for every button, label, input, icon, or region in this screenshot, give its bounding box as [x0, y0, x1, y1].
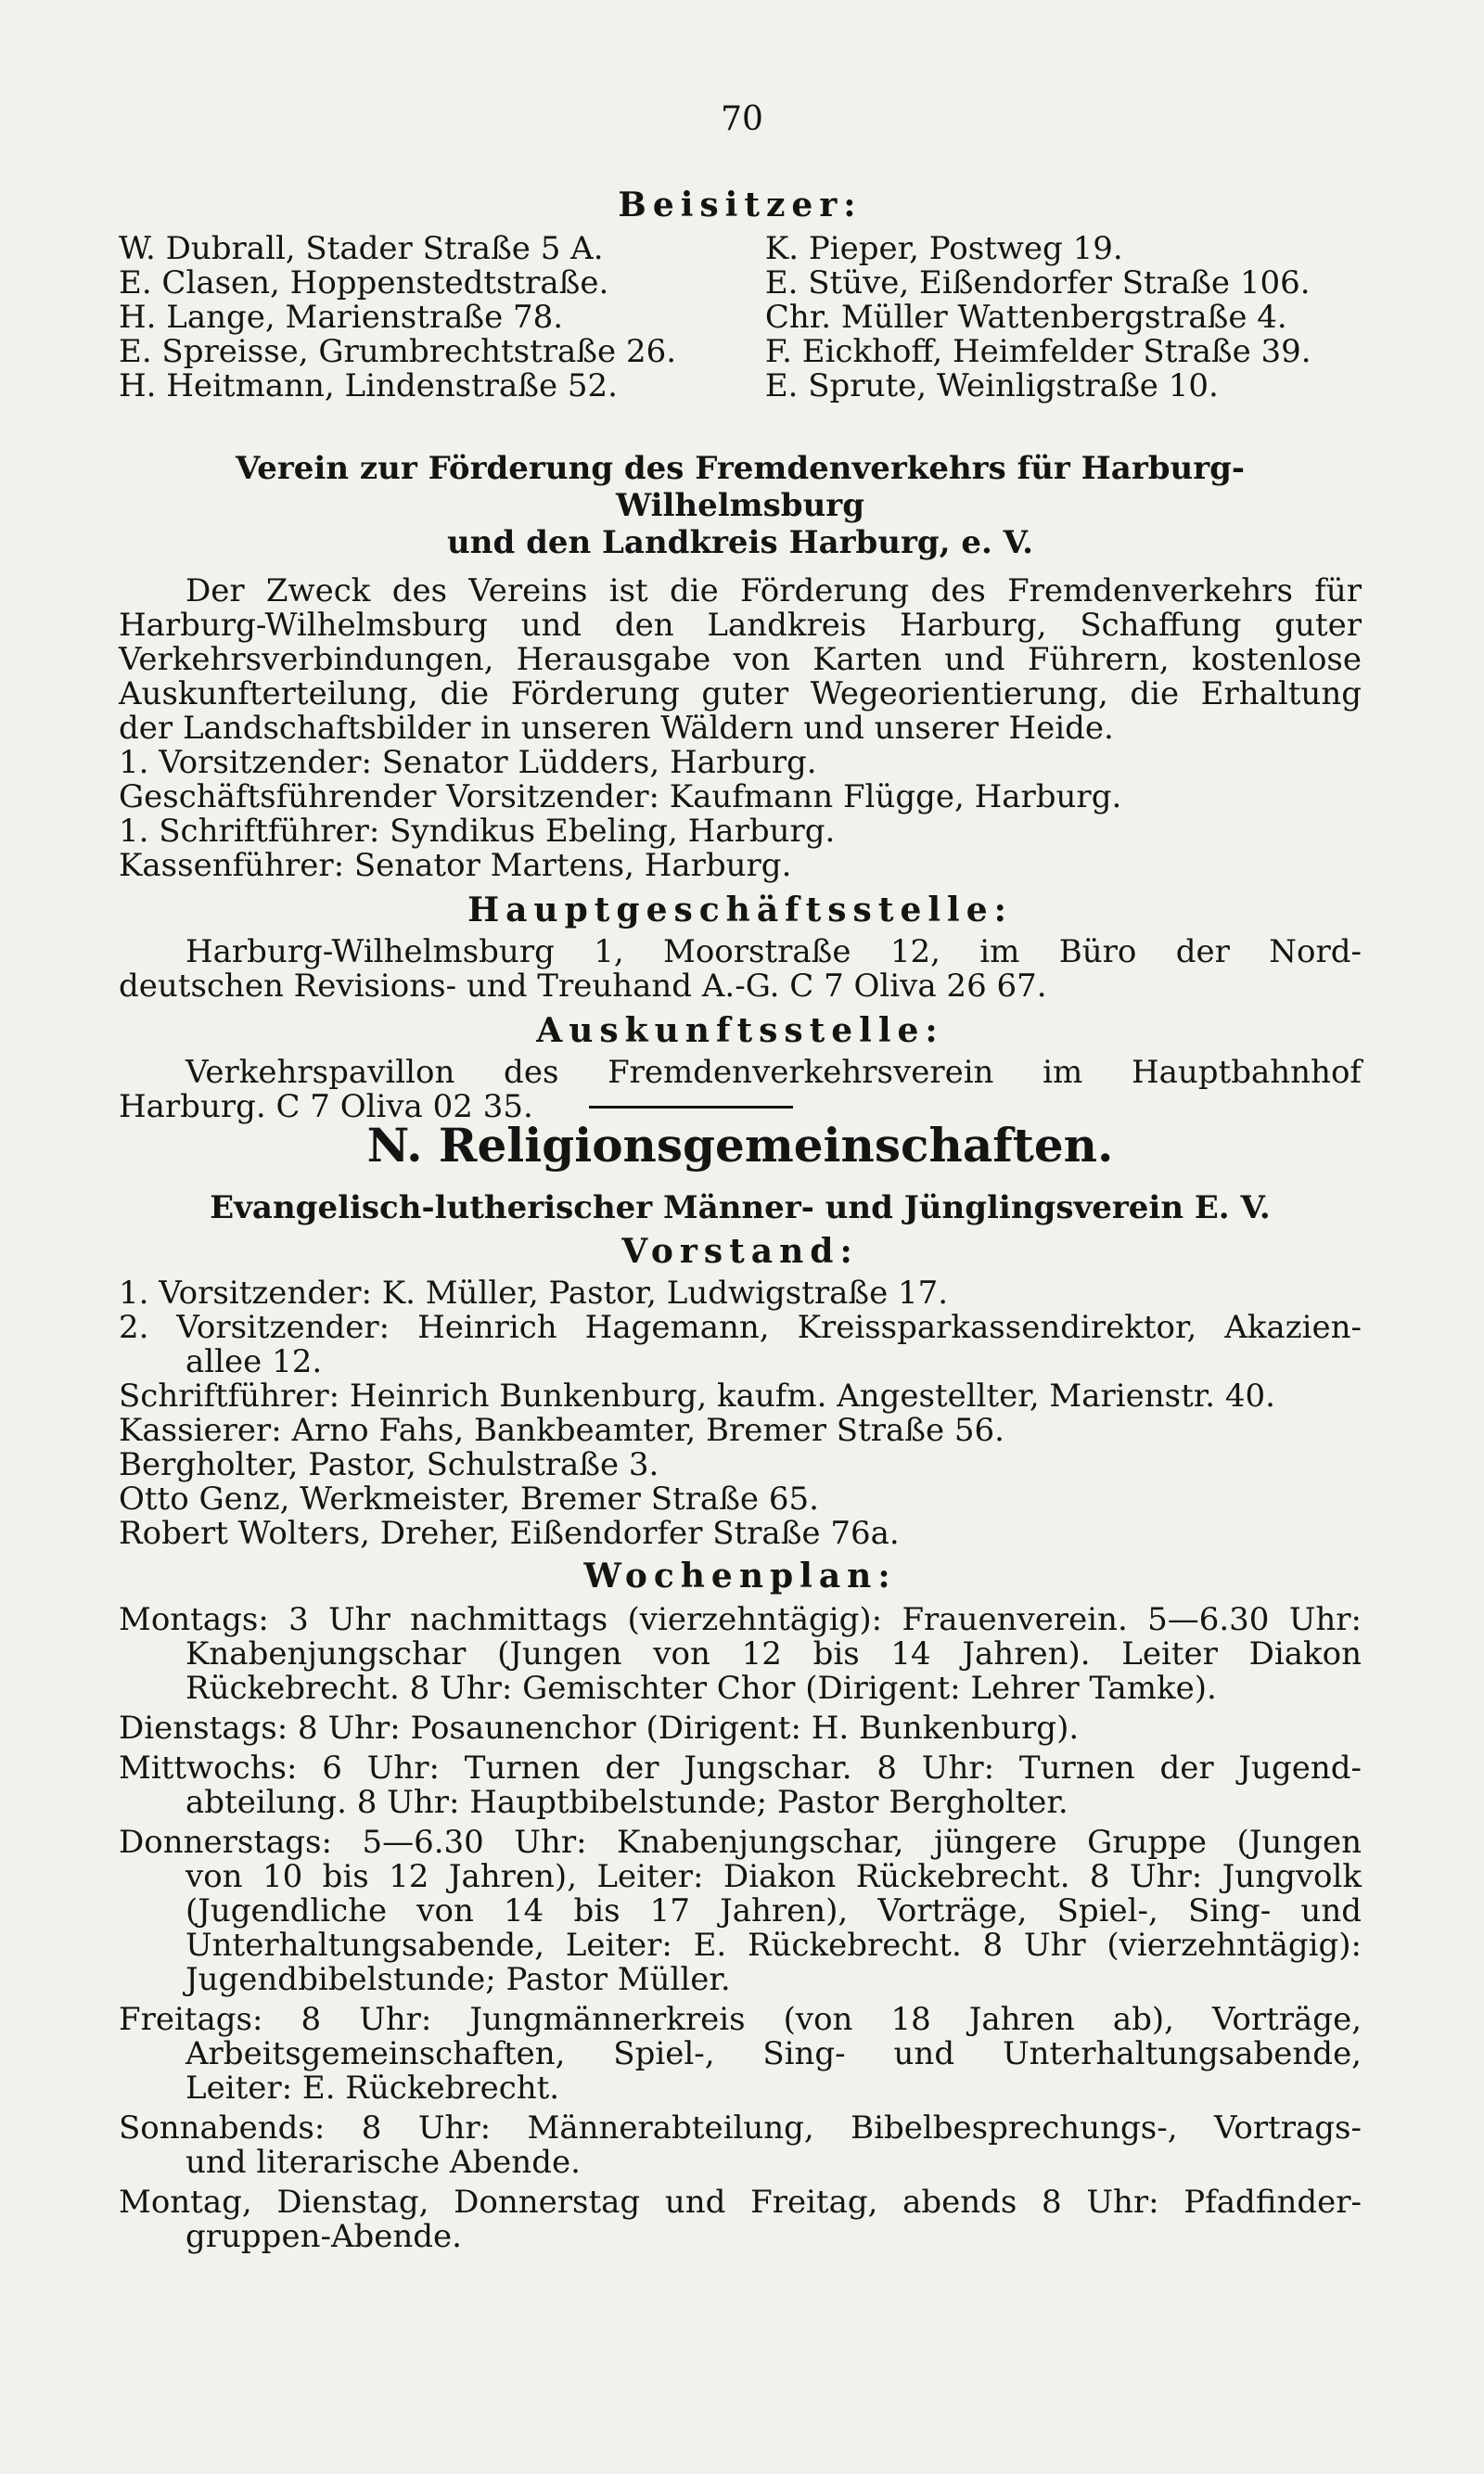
officer-line: Geschäftsführender Vorsitzender: Kaufmann Flügge, Harburg. [119, 778, 1122, 815]
vorstand-line: Robert Wolters, Dreher, Eißendorfer Straße 76a. [119, 1515, 900, 1552]
wochenplan-line: Leiter: E. Rückebrecht. [186, 2070, 560, 2107]
verein-purpose-paragraph [119, 574, 1362, 746]
vorstand-line: 1. Vorsitzender: K. Müller, Pastor, Ludwigstraße 17. [119, 1275, 949, 1312]
beisitzer-entry: E. Spreisse, Grumbrechtstraße 26. [119, 333, 677, 370]
vorstand-line: allee 12. [186, 1343, 323, 1380]
wochenplan-line: gruppen-Abende. [186, 2218, 462, 2255]
wochenplan-line: Knabenjungschar (Jungen von 12 bis 14 Jahren). Leiter Diakon [186, 1635, 1362, 1673]
beisitzer-block [119, 186, 1362, 404]
paragraph-line: Harburg-Wilhelmsburg und den Landkreis Harburg, Schaffung guter [119, 607, 1362, 644]
wochenplan-line: abteilung. 8 Uhr: Hauptbibelstunde; Pastor Bergholter. [186, 1784, 1068, 1821]
wochenplan-entry [119, 1826, 1362, 1997]
vorstand-list [119, 1276, 1362, 1551]
wochenplan-line: Unterhaltungsabende, Leiter: E. Rückebrecht. 8 Uhr (vierzehntägig): [186, 1927, 1362, 1964]
wochenplan-line: Donnerstags: 5—6.30 Uhr: Knabenjungschar, jüngere Gruppe (Jungen [119, 1824, 1362, 1861]
paragraph-line: Der Zweck des Vereins ist die Förderung des Fremdenverkehrs für [186, 572, 1362, 609]
wochenplan-entry [119, 1751, 1362, 1820]
beisitzer-entry: K. Pieper, Postweg 19. [764, 230, 1123, 267]
wochenplan-line: Dienstags: 8 Uhr: Posaunenchor (Dirigent: H. Bunkenburg). [119, 1710, 1080, 1747]
wochenplan-line: Sonnabends: 8 Uhr: Männerabteilung, Bibelbesprechungs-, Vortrags- [119, 2109, 1362, 2147]
org-title: Evangelisch-lutherischer Männer- und Jünglingsverein E. V. [210, 1189, 1271, 1226]
wochenplan-line: Mittwochs: 6 Uhr: Turnen der Jungschar. 8 Uhr: Turnen der Jugend- [119, 1750, 1362, 1787]
wochenplan-entry [119, 1711, 1362, 1746]
beisitzer-entry: E. Sprute, Weinligstraße 10. [764, 367, 1219, 404]
paragraph-line: Auskunfterteilung, die Förderung guter Wegeorientierung, die Erhaltung [119, 675, 1362, 712]
beisitzer-entry: F. Eickhoff, Heimfelder Straße 39. [764, 333, 1311, 370]
wochenplan-line: und literarische Abende. [186, 2144, 581, 2181]
wochenplan-heading: Wochenplan: [583, 1557, 897, 1596]
wochenplan-line: Rückebrecht. 8 Uhr: Gemischter Chor (Dirigent: Lehrer Tamke). [186, 1670, 1217, 1707]
wochenplan-entry [119, 2003, 1362, 2106]
wochenplan-line: Montag, Dienstag, Donnerstag und Freitag, abends 8 Uhr: Pfadfinder- [119, 2184, 1362, 2221]
wochenplan-line: Montags: 3 Uhr nachmittags (vierzehntägig): Frauenverein. 5—6.30 Uhr: [119, 1601, 1362, 1638]
paragraph-line: Verkehrsverbindungen, Herausgabe von Karten und Führern, kostenlose [119, 641, 1362, 678]
beisitzer-entry: H. Lange, Marienstraße 78. [119, 299, 564, 336]
religion-section [119, 1109, 1362, 2254]
wochenplan-entry [119, 2111, 1362, 2180]
wochenplan-line: von 10 bis 12 Jahren), Leiter: Diakon Rückebrecht. 8 Uhr: Jungvolk [186, 1858, 1362, 1895]
officer-line: Kassenführer: Senator Martens, Harburg. [119, 847, 792, 884]
auskunftsstelle-heading: Auskunftsstelle: [536, 1011, 944, 1050]
vorstand-line: Schriftführer: Heinrich Bunkenburg, kaufm. Angestellter, Marienstr. 40. [119, 1378, 1275, 1415]
wochenplan-entry [119, 2186, 1362, 2254]
wochenplan-entry [119, 1603, 1362, 1706]
address-line: Verkehrspavillon des Fremdenverkehrsverein im Hauptbahnhof [186, 1054, 1362, 1091]
paragraph-line: der Landschaftsbilder in unseren Wäldern und unserer Heide. [119, 710, 1114, 747]
beisitzer-columns [119, 232, 1362, 404]
verein-officers [119, 746, 1362, 883]
officer-line: 1. Vorsitzender: Senator Lüdders, Harburg. [119, 744, 817, 781]
address-line: deutschen Revisions- und Treuhand A.-G. C 7 Oliva 26 67. [119, 968, 1047, 1005]
wochenplan-line: (Jugendliche von 14 bis 17 Jahren), Vorträge, Spiel-, Sing- und [186, 1892, 1362, 1929]
page-number: 70 [721, 100, 763, 138]
beisitzer-entry: H. Heitmann, Lindenstraße 52. [119, 367, 618, 404]
beisitzer-entry: W. Dubrall, Stader Straße 5 A. [119, 230, 604, 267]
wochenplan-line: Freitags: 8 Uhr: Jungmännerkreis (von 18 Jahren ab), Vorträge, [119, 2001, 1362, 2038]
address-line: Harburg. C 7 Oliva 02 35. [119, 1088, 533, 1125]
vorstand-line: 2. Vorsitzender: Heinrich Hagemann, Kreissparkassendirektor, Akazien- [119, 1309, 1362, 1346]
vorstand-heading: Vorstand: [621, 1232, 859, 1271]
verein-block [119, 450, 1362, 1124]
address-line: Harburg-Wilhelmsburg 1, Moorstraße 12, im Büro der Nord- [186, 933, 1362, 970]
vorstand-line: Bergholter, Pastor, Schulstraße 3. [119, 1446, 659, 1483]
hauptgeschaeftsstelle-heading: Hauptgeschäftsstelle: [467, 891, 1013, 929]
vorstand-line: Kassierer: Arno Fahs, Bankbeamter, Bremer Straße 56. [119, 1412, 1004, 1449]
beisitzer-heading: Beisitzer: [618, 186, 863, 224]
beisitzer-entry: E. Clasen, Hoppenstedtstraße. [119, 264, 609, 301]
wochenplan-list [119, 1603, 1362, 2254]
beisitzer-left-column [119, 232, 715, 404]
vorstand-line: Otto Genz, Werkmeister, Bremer Straße 65. [119, 1481, 819, 1518]
wochenplan-line: Jugendbibelstunde; Pastor Müller. [186, 1961, 731, 1998]
wochenplan-line: Arbeitsgemeinschaften, Spiel-, Sing- und Unterhaltungsabende, [186, 2035, 1362, 2072]
beisitzer-right-column [747, 232, 1362, 404]
beisitzer-entry: E. Stüve, Eißendorfer Straße 106. [764, 264, 1311, 301]
verein-title: Verein zur Förderung des Fremdenverkehrs für Harburg-Wilhelmsburg [235, 450, 1246, 524]
beisitzer-entry: Chr. Müller Wattenbergstraße 4. [764, 299, 1287, 336]
officer-line: 1. Schriftführer: Syndikus Ebeling, Harburg. [119, 813, 836, 850]
verein-title-line2: und den Landkreis Harburg, e. V. [447, 524, 1033, 561]
section-title: N. Religionsgemeinschaften. [366, 1118, 1114, 1173]
